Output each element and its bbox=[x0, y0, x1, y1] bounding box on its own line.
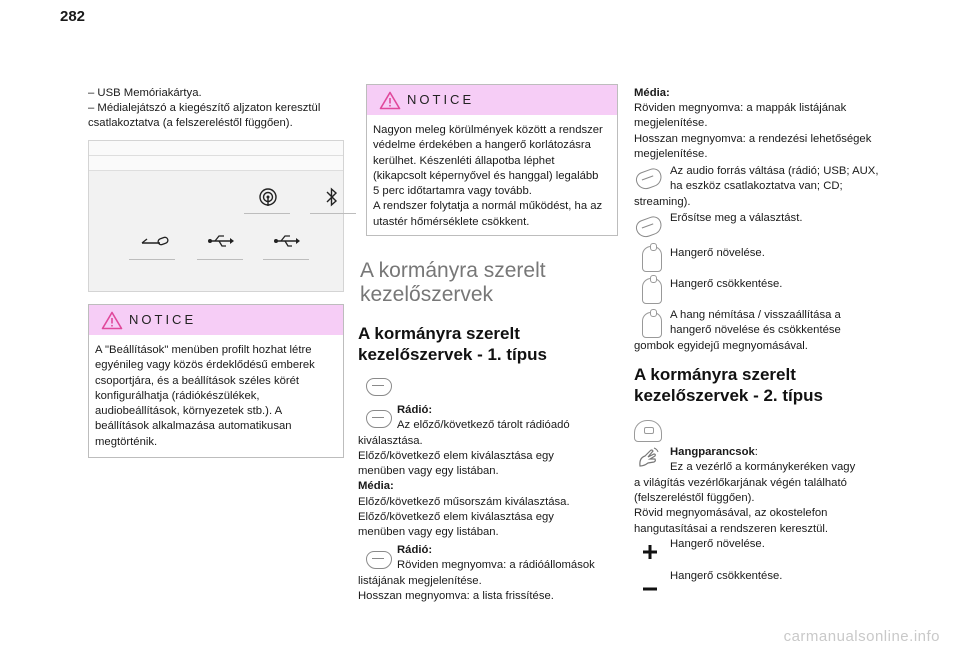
list-item: – Médialejátszó a kiegészítő aljzaton keresztül bbox=[88, 102, 321, 115]
text-line: hangutasításai a rendszeren keresztül. bbox=[634, 522, 829, 535]
volume-down-control-icon bbox=[642, 278, 662, 304]
list-button-icon bbox=[366, 551, 392, 569]
notice-text bbox=[367, 115, 617, 238]
radio-label-1 bbox=[397, 403, 617, 418]
notice-line: A "Beállítások" menüben profilt hozhat létre bbox=[95, 344, 312, 356]
subsection-title-line: kezelőszervek - 2. típus bbox=[634, 386, 823, 405]
text-block-a bbox=[358, 449, 618, 540]
section-title bbox=[360, 259, 620, 307]
voice-label-colon: : bbox=[754, 446, 758, 458]
notice-line: konfigurálhatja (rádiókészülékek, bbox=[95, 389, 260, 402]
media-label: Média: bbox=[358, 480, 394, 493]
notice-line: csoportjára, és a beállítások széles körét bbox=[95, 374, 300, 387]
radio-text-1: Az előző/következő tárolt rádióadó bbox=[397, 419, 570, 431]
icon-underline bbox=[244, 213, 290, 214]
source-text-2: ha eszköz csatlakoztatva van; CD; bbox=[670, 180, 843, 192]
notice-line: (kikapcsolt képernyővel és hanggal) legalább bbox=[373, 169, 599, 182]
warning-triangle-icon bbox=[379, 91, 401, 110]
text-line: Rövid megnyomásával, az okostelefon bbox=[634, 507, 828, 520]
voice-command-icon bbox=[636, 446, 660, 473]
media-source-list bbox=[88, 86, 344, 132]
mute-text-3: gombok egyidejű megnyomásával. bbox=[634, 340, 808, 352]
text-line: a világítás vezérlőkarjának végén található bbox=[634, 477, 847, 489]
text-line: menüben vagy egy listában. bbox=[358, 526, 499, 539]
volume-up-text-2: Hangerő növelése. bbox=[670, 538, 765, 550]
media-block bbox=[634, 86, 896, 162]
voice-text-block bbox=[634, 476, 904, 537]
icon-underline bbox=[197, 259, 243, 260]
subsection-title-line: kezelőszervek - 1. típus bbox=[358, 345, 547, 364]
notice-box bbox=[88, 304, 344, 458]
text-line: Röviden megnyomva: a mappák listájának bbox=[634, 102, 847, 115]
notice-line: audiobeállítások, környezetek stb.). A bbox=[95, 405, 283, 418]
minus-icon bbox=[642, 580, 658, 598]
text-line: Előző/következő elem kiválasztása egy bbox=[358, 510, 554, 523]
text-line: Előző/következő műsorszám kiválasztása. bbox=[358, 495, 570, 508]
text-line: megjelenítése. bbox=[634, 117, 708, 130]
confirm-text: Erősítse meg a választást. bbox=[670, 212, 803, 224]
notice-line: védelme érdekében a hangerő korlátozásra bbox=[373, 139, 591, 152]
notice-line: kerülhet. Készenléti állapotba léphet bbox=[373, 154, 555, 167]
radio2-text-3: Hosszan megnyomva: a lista frissítése. bbox=[358, 590, 554, 602]
radio2-text-2: listájának megjelenítése. bbox=[358, 575, 482, 587]
usb-icon bbox=[265, 233, 309, 254]
volume-down-text-2: Hangerő csökkentése. bbox=[670, 570, 783, 582]
icon-underline bbox=[310, 213, 356, 214]
text-line: megjelenítése. bbox=[634, 147, 708, 160]
notice-box bbox=[366, 84, 618, 236]
confirm-button-icon bbox=[634, 214, 665, 240]
notice-label: NOTICE bbox=[129, 312, 197, 327]
notice-line: beállítások alkalmazása automatikusan bbox=[95, 420, 292, 433]
voice-label bbox=[670, 445, 900, 460]
radio-label-text: Rádió: bbox=[397, 544, 433, 556]
notice-text bbox=[89, 335, 343, 458]
usb-c-icon bbox=[133, 233, 177, 254]
subsection-title-type1 bbox=[358, 323, 618, 365]
subsection-title-type2 bbox=[634, 364, 904, 406]
radio2-text-1: Röviden megnyomva: a rádióállomások bbox=[397, 559, 595, 571]
source-text-1: Az audio forrás váltása (rádió; USB; AUX, bbox=[670, 165, 879, 177]
seek-button-icon bbox=[366, 410, 392, 428]
notice-header bbox=[367, 85, 617, 115]
screen-band bbox=[89, 141, 343, 156]
subsection-title-line: A kormányra szerelt bbox=[634, 365, 796, 384]
screen-band bbox=[89, 156, 343, 171]
media-label: Média: bbox=[634, 87, 670, 99]
section-title-line: A kormányra szerelt bbox=[360, 259, 546, 282]
source-text-3: streaming). bbox=[634, 196, 691, 208]
notice-line: 5 perc időtartamra vagy tovább. bbox=[373, 185, 532, 198]
notice-label: NOTICE bbox=[407, 92, 475, 107]
steering-control-icon bbox=[366, 378, 392, 396]
text-line: (felszereléstől függően). bbox=[634, 492, 755, 505]
warning-triangle-icon bbox=[101, 311, 123, 330]
notice-line: utastér hőmérséklete csökkent. bbox=[373, 215, 530, 228]
notice-line: Nagyon meleg körülmények között a rendszer bbox=[373, 124, 603, 136]
radio-label-text: Rádió: bbox=[397, 404, 433, 416]
plus-icon bbox=[642, 544, 658, 565]
mute-control-icon bbox=[642, 312, 662, 338]
volume-up-control-icon bbox=[642, 246, 662, 272]
wifi-icon bbox=[246, 187, 290, 212]
section-title-line: kezelőszervek bbox=[360, 283, 494, 306]
bluetooth-icon bbox=[310, 187, 354, 212]
volume-up-text: Hangerő növelése. bbox=[670, 247, 765, 259]
voice-text-1: Ez a vezérlő a kormánykeréken vagy bbox=[670, 461, 856, 473]
volume-down-text: Hangerő csökkentése. bbox=[670, 278, 783, 290]
mute-text-2: hangerő növelése és csökkentése bbox=[670, 324, 841, 336]
radio-label-2 bbox=[397, 543, 617, 558]
text-line: Előző/következő elem kiválasztása egy bbox=[358, 450, 554, 462]
list-item: csatlakoztatva (a felszereléstől függően). bbox=[88, 117, 293, 130]
notice-line: egyénileg vagy közös érdeklődésű emberek bbox=[95, 359, 315, 372]
voice-label-text: Hangparancsok bbox=[670, 446, 755, 458]
notice-header bbox=[89, 305, 343, 335]
source-button-icon bbox=[634, 166, 665, 192]
icon-underline bbox=[129, 259, 175, 260]
connectivity-illustration bbox=[88, 140, 344, 292]
usb-icon bbox=[199, 233, 243, 254]
watermark: carmanualsonline.info bbox=[783, 628, 940, 645]
steering-wheel-icon bbox=[634, 420, 662, 442]
text-line: Hosszan megnyomva: a rendezési lehetőségek bbox=[634, 132, 872, 145]
notice-line: megtörténik. bbox=[95, 435, 158, 448]
list-item: – USB Memóriakártya. bbox=[88, 87, 202, 99]
radio-text-2: kiválasztása. bbox=[358, 435, 423, 447]
text-line: menüben vagy egy listában. bbox=[358, 465, 499, 478]
subsection-title-line: A kormányra szerelt bbox=[358, 324, 520, 343]
mute-text-1: A hang némítása / visszaállítása a bbox=[670, 309, 841, 321]
icon-underline bbox=[263, 259, 309, 260]
notice-line: A rendszer folytatja a normál működést, ha az bbox=[373, 200, 603, 213]
page-number: 282 bbox=[60, 8, 86, 25]
